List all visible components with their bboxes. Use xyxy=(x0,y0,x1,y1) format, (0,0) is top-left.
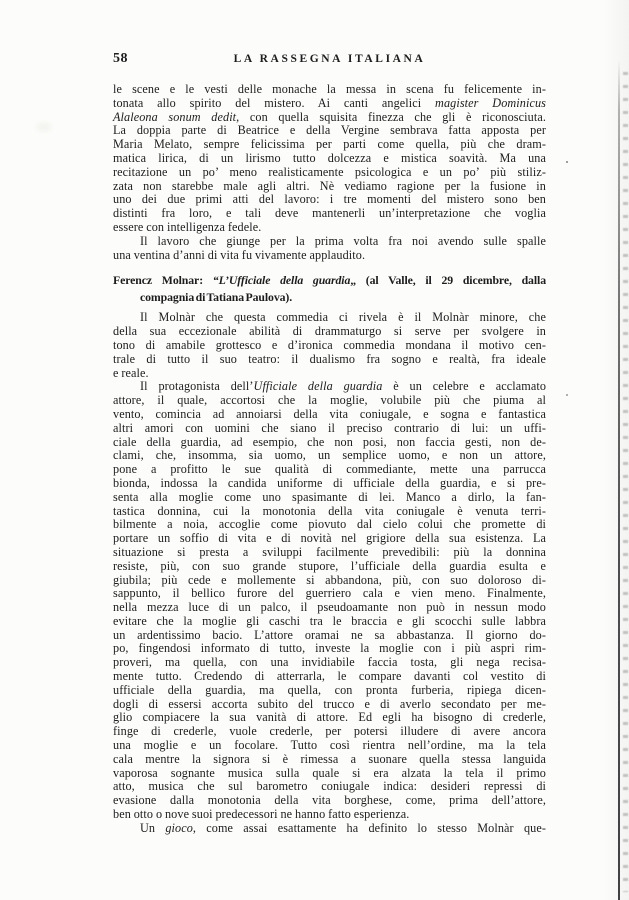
text-line xyxy=(113,601,546,615)
text-segment: essere con intelligenza fedele. xyxy=(113,219,262,234)
text-line xyxy=(113,422,546,436)
text-segment: , come assai esattamente ha definito lo stesso Molnàr que- xyxy=(192,820,546,835)
text-line xyxy=(113,518,546,532)
text-segment: senta alla moglie come uno spasimante di lei. Manco a dirlo, la fan- xyxy=(113,489,546,504)
paper-smudge xyxy=(36,122,52,132)
text-segment: zata non starebbe male agli altri. Nè vediamo ragione per la fusione in xyxy=(113,178,546,193)
text-segment: una ventina d’anni di vita fu vivamente applaudito. xyxy=(113,247,366,262)
text-segment: sappunto, il bellico furore del guerriero cala e vien meno. Finalmente, xyxy=(113,586,546,601)
text-segment: distinti fra loro, e tali deve mantenerli un’interpretazione che voglia xyxy=(113,206,546,221)
journal-title: LA RASSEGNA ITALIANA xyxy=(233,53,426,65)
text-segment: Il protagonista dell’ xyxy=(140,379,254,394)
text-segment: dogli di essersi accorta subito del trucco e di averlo secondato per me- xyxy=(113,696,546,711)
text-segment: La doppia parte di Beatrice e della Vergine sembrava fatta apposta per xyxy=(113,123,546,138)
text-line xyxy=(113,311,546,325)
text-line xyxy=(113,272,546,289)
paragraph xyxy=(113,822,546,836)
text-segment: tono di amabile grottesco e d’ironica commedia mondana il motivo cen- xyxy=(113,337,546,352)
italic-text: Alaleona sonum dedit xyxy=(113,109,237,124)
text-segment: finge di crederle, vuole crederle, per potersi illudere di avere ancora xyxy=(113,724,546,739)
text-segment: giubila; più cede e mollemente si abbandona, più, con suo doloroso di- xyxy=(113,572,546,587)
text-line xyxy=(113,289,546,306)
text-segment: una moglie e un focolare. Tutto così rientra nell’ordine, ma la tela xyxy=(113,738,546,753)
text-segment: situazione si presta a sviluppi facilmente prevedibili: più la donnina xyxy=(113,544,546,559)
text-line xyxy=(113,408,546,422)
text-line xyxy=(113,380,546,394)
text-line xyxy=(113,394,546,408)
text-line xyxy=(113,794,546,808)
text-segment: tastica donnina, cui la monotonia della vita coniugale è venuta terri- xyxy=(113,503,546,518)
text-segment: ciale della guardia, ad esempio, che non posi, non faccia gesti, non de- xyxy=(113,434,546,449)
text-segment: trale di tutto il suo teatro: il dualismo fra sogno e realtà, fra ideale xyxy=(113,351,546,366)
text-segment: un ardentissimo bacio. L’attore oramai ne sa abbastanza. Il giorno do- xyxy=(113,627,546,642)
text-segment: Il lavoro che giunge per la prima volta fra noi avendo sulle spalle xyxy=(140,233,546,248)
text-segment: attore, il quale, accortosi che la moglie, volubile più che piuma al xyxy=(113,393,546,408)
text-line xyxy=(113,325,546,339)
text-segment: bionda, indossa la candida uniforme di ufficiale della guardia, e si pre- xyxy=(113,475,546,490)
text-segment: nella mezza luce di un palco, il pseudoamante non può in nessun modo xyxy=(113,600,546,615)
text-line xyxy=(113,532,546,546)
text-column xyxy=(113,83,546,836)
text-line xyxy=(113,711,546,725)
text-segment: Ferencz Molnar: xyxy=(113,273,213,288)
review-heading xyxy=(113,272,546,305)
text-segment: matica lirica, di un lirismo tutto dolcezza e mistica soavità. Ma una xyxy=(113,150,546,165)
text-line xyxy=(113,124,546,138)
text-line xyxy=(113,725,546,739)
text-line xyxy=(113,339,546,353)
italic-text: gioco xyxy=(165,820,193,835)
text-segment: mente tutto. Credendo di atterrarla, le compare davanti col vestito di xyxy=(113,669,546,684)
text-line xyxy=(113,463,546,477)
text-segment: Il Molnàr che questa commedia ci rivela è il Molnàr minore, che xyxy=(140,310,546,325)
text-line xyxy=(113,436,546,450)
text-line xyxy=(113,642,546,656)
text-segment: uno dei due primi atti del lavoro: i tre momenti del mistero sono ben xyxy=(113,192,546,207)
text-line xyxy=(113,670,546,684)
text-line xyxy=(113,574,546,588)
text-segment: tonata allo spirito del mistero. Ai canti angelici xyxy=(113,95,436,110)
text-line xyxy=(113,629,546,643)
text-segment: e reale. xyxy=(113,365,149,380)
text-line xyxy=(113,491,546,505)
text-line xyxy=(113,753,546,767)
text-segment: evitare che la moglie gli caschi tra le braccia e gli scocchi sulle labbra xyxy=(113,613,546,628)
text-line xyxy=(113,111,546,125)
text-segment: Un xyxy=(140,820,166,835)
italic-text: magister Dominicus xyxy=(435,95,546,110)
text-line xyxy=(113,615,546,629)
italic-text: Ufficiale della guardia xyxy=(253,379,383,394)
text-line xyxy=(113,684,546,698)
paragraph xyxy=(113,311,546,380)
running-header xyxy=(113,51,546,67)
paragraph-continuation xyxy=(113,83,546,262)
text-segment: le scene e le vesti delle monache la messa in scena fu felicemente in- xyxy=(113,82,546,96)
text-line xyxy=(113,367,546,381)
text-line xyxy=(113,83,546,97)
text-segment: clami, che, insomma, sia uomo, un semplice uomo, e non un attore, xyxy=(113,448,546,463)
text-segment: compagnia di Tatiana Paulova). xyxy=(140,289,293,304)
text-segment: evasione dalla monotonia della vita borghese, come, prima dell’attore, xyxy=(113,793,546,808)
text-segment: altri amori con uomini che siano il preciso contrario di lui: un uffi- xyxy=(113,420,546,435)
text-line xyxy=(113,698,546,712)
text-segment: vaporosa sognante musica sulla quale si era alzata la tela il primo xyxy=(113,765,546,780)
text-line xyxy=(113,207,546,221)
text-line xyxy=(113,235,546,249)
text-line xyxy=(113,505,546,519)
text-line xyxy=(113,193,546,207)
text-segment: cala mentre la signora si è rimessa a suonare quella stessa languida xyxy=(113,751,546,766)
text-line xyxy=(113,477,546,491)
text-line xyxy=(113,166,546,180)
ink-speck xyxy=(566,394,568,396)
text-line xyxy=(113,221,546,235)
paragraph xyxy=(113,380,546,822)
text-segment: Maria Melato, sempre felicissima per parti come quella, più che dram- xyxy=(113,137,546,152)
text-segment: ben otto o nove suoi predecessori ne hanno fatto esperienza. xyxy=(113,807,410,822)
adjacent-page-ghost-text xyxy=(623,72,628,892)
text-line xyxy=(113,138,546,152)
text-segment: è un celebre e acclamato xyxy=(382,379,547,394)
page-fold-line xyxy=(618,60,620,900)
text-segment: vento, comincia ad annoiarsi della vita coniugale, e sogna e fantastica xyxy=(113,406,546,421)
text-line xyxy=(113,546,546,560)
text-line xyxy=(113,560,546,574)
text-segment: po, fingendosi informato di tutto, investe la moglie con i più aspri rim- xyxy=(113,641,546,656)
text-line xyxy=(113,449,546,463)
italic-text: “L’Ufficiale della guardia xyxy=(212,273,351,288)
text-line xyxy=(113,353,546,367)
text-segment: „ (al Valle, il 29 dicembre, dalla xyxy=(350,273,547,288)
text-line xyxy=(113,97,546,111)
text-segment: resiste, più, con suo grande stupore, l’ufficiale della guardia esulta e xyxy=(113,558,546,573)
text-line xyxy=(113,780,546,794)
page-number: 58 xyxy=(113,51,128,66)
text-line xyxy=(113,739,546,753)
text-line xyxy=(113,822,546,836)
text-line xyxy=(113,180,546,194)
text-segment: bilmente a noia, accoglie come piovuto dal cielo colui che promette di xyxy=(113,517,546,532)
text-segment: glio compiacere la sua vanità di attore. Ed egli ha bisogno di crederle, xyxy=(113,710,546,725)
text-segment: della sua eccezionale abilità di drammaturgo si serve per svolgere in xyxy=(113,324,546,339)
text-segment: portare un soffio di vita e di novità nel grigiore della sua esistenza. La xyxy=(113,531,546,546)
text-line xyxy=(113,152,546,166)
text-segment: , con quella squisita finezza che gli è riconosciuta. xyxy=(236,109,546,124)
text-line xyxy=(113,587,546,601)
text-line xyxy=(113,808,546,822)
text-segment: ufficiale della guardia, ma quella, con pronta furberia, ripiega dicen- xyxy=(113,682,546,697)
text-segment: pone a profitto le sue qualità di commediante, mette una parrucca xyxy=(113,462,546,477)
ink-speck xyxy=(566,161,568,163)
text-line xyxy=(113,767,546,781)
text-segment: recitazione un po’ meno realisticamente psicologica e un po’ più stiliz- xyxy=(113,164,546,179)
text-segment: proveri, ma quella, con una invidiabile faccia tosta, gli nega recisa- xyxy=(113,655,546,670)
text-line xyxy=(113,656,546,670)
text-segment: atto, musica che sul barometro coniugale indica: desideri repressi di xyxy=(113,779,546,794)
text-line xyxy=(113,249,546,263)
